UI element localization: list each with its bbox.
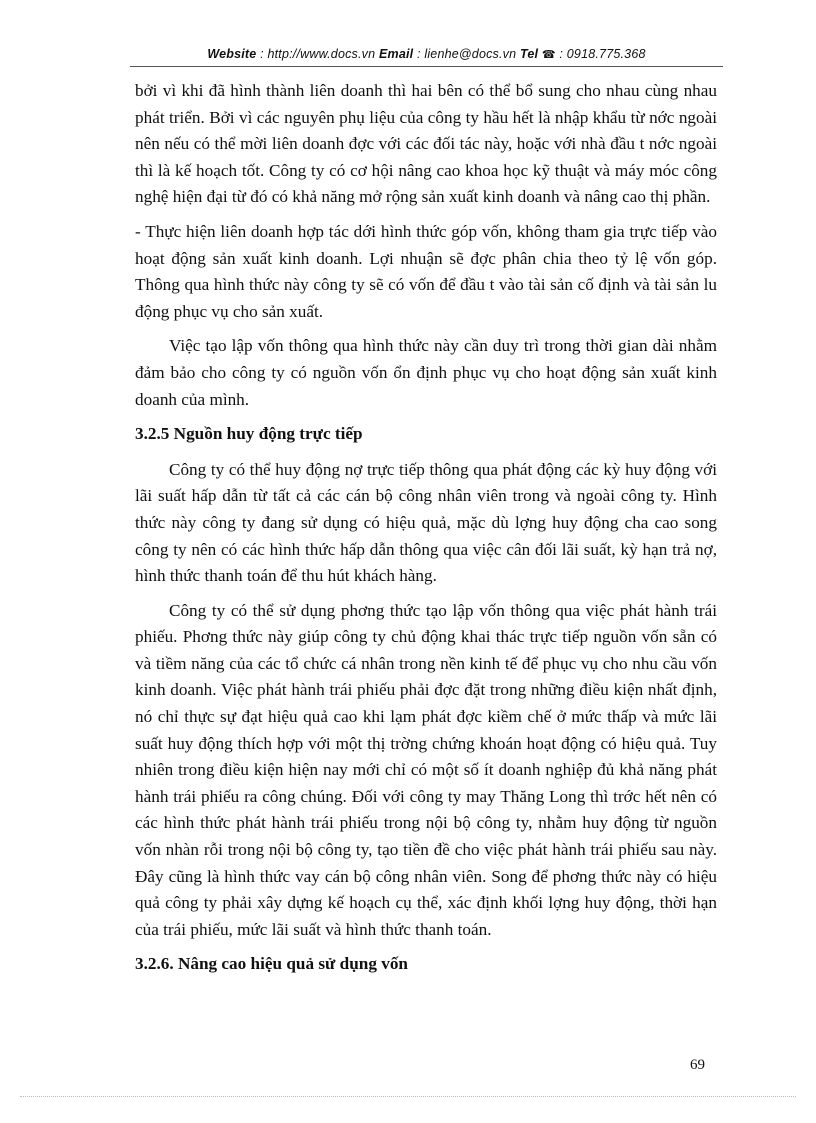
paragraph: Công ty có thể huy động nợ trực tiếp thông qua phát động các kỳ huy động với lãi suất hấp dẫn từ tất cả các cán bộ công nhân viên trong và ngoài công ty. Hình thức này công ty đang sử dụng có hiệu quả, mặc dù lợng huy động cha cao song công ty nên có các hình thức hấp dẫn thông qua việc cân đối lãi suất, kỳ hạn trả nợ, hình thức thanh toán để thu hút khách hàng. (135, 459, 717, 586)
email-label: Email (378, 47, 414, 61)
paragraph: Công ty có thể sử dụng phơng thức tạo lập vốn thông qua việc phát hành trái phiếu. Phơng thức này giúp công ty chủ động khai thác trực tiếp nguồn vốn sẵn có và tiềm năng của các tổ chức cá nhân trong nền kinh tế để phục vụ cho nhu cầu vốn kinh doanh. Việc phát hành trái phiếu phải đợc đặt trong những điều kiện nhất định, nó chỉ thực sự đạt hiệu quả cao khi lạm phát đợc kiềm chế ở mức thấp và mức lãi suất huy động thích hợp với một thị trờng chứng khoán hoạt động có hiệu quả. Tuy nhiên trong điều kiện hiện nay mới chỉ có một số ít doanh nghiệp đủ khả năng phát hành trái phiếu ra công chúng. Đối với công ty may Thăng Long thì trớc hết nên có các hình thức phát hành trái phiếu trong nội bộ công ty, nhằm huy động từ nguồn vốn nhàn rỗi trong nội bộ công ty, tạo tiền đề cho việc phát hành trái phiếu sau này. Đây cũng là hình thức vay cán bộ công nhân viên. Song để phơng thức này có hiệu quả công ty phải xây dựng kế hoạch cụ thể, xác định khối lợng huy động, thời hạn của trái phiếu, mức lãi suất và hình thức thanh toán. (135, 600, 717, 939)
page-header (130, 47, 723, 61)
document-body (135, 78, 717, 987)
tel-label: Tel (519, 47, 539, 61)
section-heading: 3.2.5 Nguồn huy động trực tiếp (135, 424, 363, 444)
page-number: 69 (690, 1057, 705, 1073)
paragraph: - Thực hiện liên doanh hợp tác dới hình thức góp vốn, không tham gia trực tiếp vào hoạt động sản xuất kinh doanh. Lợi nhuận sẽ đợc phân chia theo tỷ lệ vốn góp. Thông qua hình thức này công ty sẽ có vốn để đầu t vào tài sản cố định và tài sản lu động phục vụ cho sản xuất. (135, 221, 717, 321)
header-divider (130, 66, 723, 67)
paragraph: Việc tạo lập vốn thông qua hình thức này cần duy trì trong thời gian dài nhằm đảm bảo cho công ty có nguồn vốn ổn định phục vụ cho hoạt động sản xuất kinh doanh của mình. (135, 336, 717, 409)
tel-value: : 0918.775.368 (555, 47, 646, 61)
phone-icon: ☎ (541, 49, 556, 61)
page-bottom-divider (20, 1096, 796, 1097)
email-value: : lienhe@docs.vn (413, 47, 520, 61)
paragraph: bởi vì khi đã hình thành liên doanh thì hai bên có thể bổ sung cho nhau cùng nhau phát triển. Bởi vì các nguyên phụ liệu của công ty hầu hết là nhập khẩu từ nớc ngoài nên nếu có thể mời liên doanh đợc với các đối tác này, hoặc với nhà đầu t nớc ngoài thì là kế hoạch tốt. Công ty có cơ hội nâng cao khoa học kỹ thuật và máy móc công nghệ hiện đại từ đó có khả năng mở rộng sản xuất kinh doanh và nâng cao thị phần. (135, 81, 717, 207)
section-heading: 3.2.6. Nâng cao hiệu quả sử dụng vốn (135, 954, 408, 974)
website-value: : http://www.docs.vn (256, 47, 379, 61)
website-label: Website (207, 47, 257, 61)
